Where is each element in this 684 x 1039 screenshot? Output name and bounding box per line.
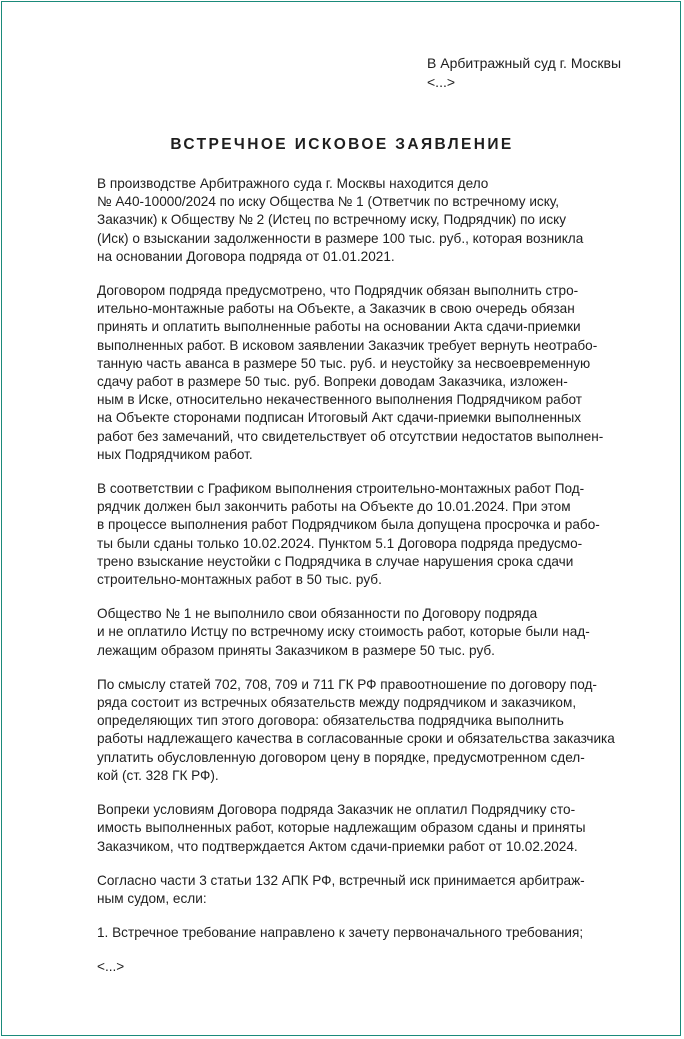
paragraph-contract-terms bbox=[97, 282, 642, 464]
text-line: Согласно части 3 статьи 132 АПК РФ, встречный иск принимается арбитраж- bbox=[97, 872, 585, 888]
addressee-block bbox=[427, 54, 667, 92]
text-line: выполненных работ. В исковом заявлении Заказчик требует вернуть неотрабо- bbox=[97, 337, 598, 353]
text-line: ным в Иске, относительно некачественного выполнения Подрядчиком работ bbox=[97, 392, 582, 408]
text-line: ты были сданы только 10.02.2024. Пунктом 5.1 Договора подряда предусмо- bbox=[97, 535, 583, 551]
text-line: ительно-монтажные работы на Объекте, а Заказчик в свою очередь обязан bbox=[97, 301, 575, 317]
text-line: Общество № 1 не выполнило свои обязанности по Договору подряда bbox=[97, 606, 538, 622]
addressee-court: В Арбитражный суд г. Москвы bbox=[427, 55, 622, 71]
text-line: № А40-10000/2024 по иску Общества № 1 (Ответчик по встречному иску, bbox=[97, 194, 560, 210]
paragraph-non-payment bbox=[97, 605, 642, 660]
text-line: определяющих тип этого договора: обязательства подрядчика выполнить bbox=[97, 713, 564, 729]
text-line: трено взыскание неустойки с Подрядчика в случае нарушения срока сдачи bbox=[97, 553, 574, 569]
document-title: ВСТРЕЧНОЕ ИСКОВОЕ ЗАЯВЛЕНИЕ bbox=[170, 136, 514, 153]
text-line: работы надлежащего качества в согласованные сроки и обязательства заказчика bbox=[97, 731, 615, 747]
document-body bbox=[97, 175, 642, 993]
text-line: Вопреки условиям Договора подряда Заказчик не оплатил Подрядчику сто- bbox=[97, 802, 576, 818]
text-line: ным судом, если: bbox=[97, 890, 207, 906]
text-line: танную часть аванса в размере 50 тыс. руб. и неустойку за несвоевременную bbox=[97, 355, 591, 371]
text-line: (Иск) о взыскании задолженности в размере 100 тыс. руб., которая возникла bbox=[97, 230, 584, 246]
addressee-ellipsis: <...> bbox=[427, 74, 456, 90]
paragraph-schedule-delay bbox=[97, 480, 642, 589]
text-line: работ без замечаний, что свидетельствует об отсутствии недостатов выполнен- bbox=[97, 428, 604, 444]
text-line: имость выполненных работ, которые надлежащим образом сданы и приняты bbox=[97, 820, 586, 836]
text-line: лежащим образом приняты Заказчиком в размере 50 тыс. руб. bbox=[97, 642, 495, 658]
text-line: 1. Встречное требование направлено к зачету первоначального требования; bbox=[97, 925, 584, 941]
paragraph-unpaid-works bbox=[97, 801, 642, 856]
text-line: В производстве Арбитражного суда г. Москвы находится дело bbox=[97, 176, 489, 191]
paragraph-condition-1 bbox=[97, 924, 642, 942]
closing-ellipsis: <...> bbox=[97, 959, 125, 975]
text-line: и не оплатило Истцу по встречному иску стоимость работ, которые были над- bbox=[97, 624, 590, 640]
text-line: ряда состоит из встречных обязательств между подрядчиком и заказчиком, bbox=[97, 695, 577, 711]
text-line: В соответствии с Графиком выполнения строительно-монтажных работ Под- bbox=[97, 481, 585, 497]
text-line: ных Подрядчиком работ. bbox=[97, 446, 253, 462]
paragraph-case-info bbox=[97, 175, 642, 266]
text-line: Договором подряда предусмотрено, что Подрядчик обязан выполнить стро- bbox=[97, 283, 579, 299]
text-line: уплатить обусловленную договором цену в порядке, предусмотренном сдел- bbox=[97, 749, 585, 765]
text-line: в процессе выполнения работ Подрядчиком была допущена просрочка и рабо- bbox=[97, 517, 600, 533]
paragraph-apk-article bbox=[97, 872, 642, 908]
text-line: принять и оплатить выполненные работы на основании Акта сдачи-приемки bbox=[97, 319, 581, 335]
text-line: Заказчик) к Обществу № 2 (Истец по встречному иску, Подрядчик) по иску bbox=[97, 212, 567, 228]
text-line: кой (ст. 328 ГК РФ). bbox=[97, 767, 219, 783]
paragraph-civil-code bbox=[97, 676, 642, 785]
text-line: сдачу работ в размере 50 тыс. руб. Вопреки доводам Заказчика, изложен- bbox=[97, 374, 568, 390]
text-line: рядчик должен был закончить работы на Объекте до 10.01.2024. При этом bbox=[97, 499, 571, 515]
text-line: строительно-монтажных работ в 50 тыс. руб. bbox=[97, 572, 382, 588]
text-line: на Объекте сторонами подписан Итоговый Акт сдачи-приемки выполненных bbox=[97, 410, 582, 426]
text-line: Заказчиком, что подтверждается Актом сдачи-приемки работ от 10.02.2024. bbox=[97, 838, 578, 854]
text-line: По смыслу статей 702, 708, 709 и 711 ГК РФ правоотношение по договору под- bbox=[97, 676, 597, 692]
text-line: на основании Договора подряда от 01.01.2021. bbox=[97, 248, 395, 264]
